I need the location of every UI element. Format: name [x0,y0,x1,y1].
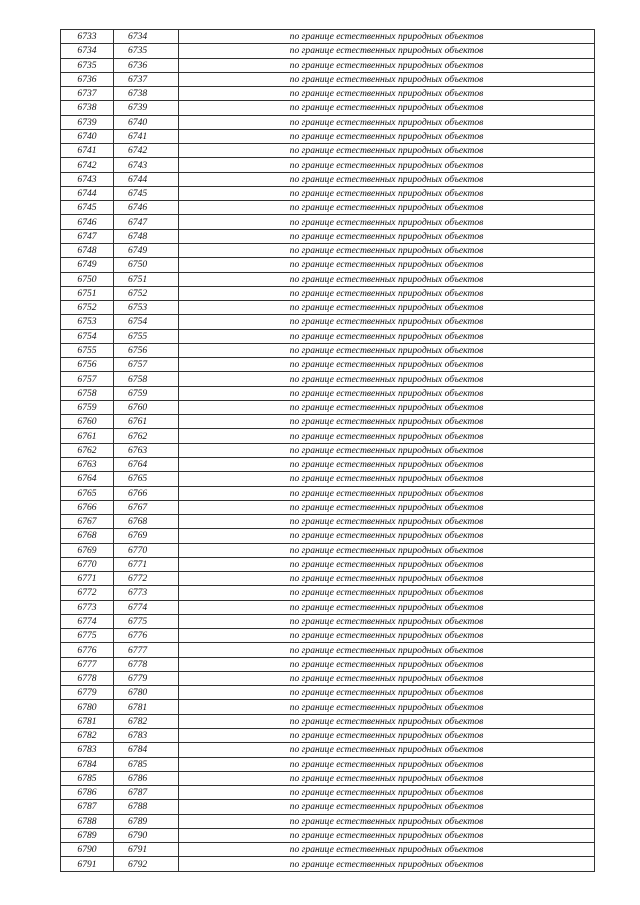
boundary-description-cell: по границе естественных природных объектов [179,786,595,800]
to-point-cell: 6773 [114,586,179,600]
to-point-cell: 6792 [114,857,179,871]
from-point-cell: 6751 [61,286,114,300]
table-row [61,586,595,600]
table-row [61,671,595,685]
boundary-description-cell: по границе естественных природных объектов [179,372,595,386]
boundary-description-table [60,29,595,872]
from-point-cell: 6748 [61,243,114,257]
boundary-description-cell: по границе естественных природных объектов [179,400,595,414]
to-point-cell: 6754 [114,315,179,329]
table-row [61,643,595,657]
from-point-cell: 6788 [61,814,114,828]
from-point-cell: 6755 [61,343,114,357]
boundary-description-cell: по границе естественных природных объектов [179,486,595,500]
table-row [61,286,595,300]
boundary-description-cell: по границе естественных природных объектов [179,343,595,357]
to-point-cell: 6777 [114,643,179,657]
boundary-description-cell: по границе естественных природных объектов [179,686,595,700]
to-point-cell: 6753 [114,301,179,315]
to-point-cell: 6775 [114,614,179,628]
table-row [61,472,595,486]
boundary-description-cell: по границе естественных природных объектов [179,629,595,643]
table-row [61,828,595,842]
to-point-cell: 6787 [114,786,179,800]
boundary-description-cell: по границе естественных природных объектов [179,358,595,372]
from-point-cell: 6771 [61,572,114,586]
to-point-cell: 6755 [114,329,179,343]
boundary-description-cell: по границе естественных природных объектов [179,30,595,44]
boundary-description-cell: по границе естественных природных объектов [179,500,595,514]
to-point-cell: 6749 [114,243,179,257]
from-point-cell: 6761 [61,429,114,443]
boundary-description-cell: по границе естественных природных объектов [179,729,595,743]
table-row [61,786,595,800]
from-point-cell: 6782 [61,729,114,743]
from-point-cell: 6791 [61,857,114,871]
boundary-description-cell: по границе естественных природных объектов [179,101,595,115]
to-point-cell: 6759 [114,386,179,400]
to-point-cell: 6741 [114,129,179,143]
to-point-cell: 6738 [114,87,179,101]
boundary-description-cell: по границе естественных природных объектов [179,572,595,586]
table-row [61,543,595,557]
table-row [61,272,595,286]
to-point-cell: 6766 [114,486,179,500]
from-point-cell: 6741 [61,144,114,158]
to-point-cell: 6762 [114,429,179,443]
to-point-cell: 6791 [114,843,179,857]
to-point-cell: 6783 [114,729,179,743]
to-point-cell: 6784 [114,743,179,757]
table-row [61,158,595,172]
to-point-cell: 6771 [114,557,179,571]
table-row [61,743,595,757]
from-point-cell: 6769 [61,543,114,557]
to-point-cell: 6756 [114,343,179,357]
boundary-description-cell: по границе естественных природных объектов [179,429,595,443]
boundary-description-cell: по границе естественных природных объектов [179,301,595,315]
to-point-cell: 6763 [114,443,179,457]
to-point-cell: 6778 [114,657,179,671]
to-point-cell: 6739 [114,101,179,115]
from-point-cell: 6760 [61,415,114,429]
table-row [61,814,595,828]
to-point-cell: 6736 [114,58,179,72]
table-row [61,386,595,400]
from-point-cell: 6740 [61,129,114,143]
table-row [61,315,595,329]
boundary-description-cell: по границе естественных природных объектов [179,44,595,58]
to-point-cell: 6785 [114,757,179,771]
from-point-cell: 6763 [61,457,114,471]
boundary-description-cell: по границе естественных природных объектов [179,272,595,286]
boundary-description-cell: по границе естественных природных объектов [179,743,595,757]
boundary-description-cell: по границе естественных природных объектов [179,386,595,400]
table-row [61,101,595,115]
boundary-description-cell: по границе естественных природных объектов [179,657,595,671]
to-point-cell: 6744 [114,172,179,186]
boundary-description-cell: по границе естественных природных объектов [179,472,595,486]
to-point-cell: 6765 [114,472,179,486]
from-point-cell: 6790 [61,843,114,857]
boundary-description-cell: по границе естественных природных объектов [179,586,595,600]
table-row [61,843,595,857]
table-row [61,144,595,158]
table-row [61,800,595,814]
boundary-description-cell: по границе естественных природных объектов [179,700,595,714]
table-row [61,301,595,315]
boundary-description-cell: по границе естественных природных объектов [179,457,595,471]
boundary-description-cell: по границе естественных природных объектов [179,201,595,215]
to-point-cell: 6748 [114,229,179,243]
table-row [61,415,595,429]
to-point-cell: 6743 [114,158,179,172]
to-point-cell: 6747 [114,215,179,229]
table-row [61,215,595,229]
table-row [61,329,595,343]
boundary-description-cell: по границе естественных природных объектов [179,843,595,857]
from-point-cell: 6734 [61,44,114,58]
table-row [61,515,595,529]
from-point-cell: 6775 [61,629,114,643]
to-point-cell: 6770 [114,543,179,557]
boundary-description-cell: по границе естественных природных объектов [179,600,595,614]
boundary-description-cell: по границе естественных природных объектов [179,828,595,842]
table-row [61,600,595,614]
table-row [61,572,595,586]
from-point-cell: 6783 [61,743,114,757]
to-point-cell: 6764 [114,457,179,471]
table-row [61,529,595,543]
boundary-description-cell: по границе естественных природных объектов [179,315,595,329]
to-point-cell: 6758 [114,372,179,386]
boundary-description-cell: по границе естественных природных объектов [179,72,595,86]
from-point-cell: 6766 [61,500,114,514]
table-row [61,729,595,743]
table-row [61,372,595,386]
to-point-cell: 6772 [114,572,179,586]
from-point-cell: 6765 [61,486,114,500]
to-point-cell: 6779 [114,671,179,685]
from-point-cell: 6785 [61,771,114,785]
to-point-cell: 6742 [114,144,179,158]
from-point-cell: 6780 [61,700,114,714]
to-point-cell: 6750 [114,258,179,272]
boundary-description-cell: по границе естественных природных объектов [179,87,595,101]
boundary-description-cell: по границе естественных природных объектов [179,258,595,272]
table-row [61,629,595,643]
to-point-cell: 6735 [114,44,179,58]
table-row [61,115,595,129]
table-row [61,443,595,457]
table-row [61,30,595,44]
to-point-cell: 6740 [114,115,179,129]
from-point-cell: 6762 [61,443,114,457]
from-point-cell: 6757 [61,372,114,386]
boundary-description-cell: по границе естественных природных объектов [179,186,595,200]
from-point-cell: 6781 [61,714,114,728]
table-row [61,201,595,215]
from-point-cell: 6777 [61,657,114,671]
table-row [61,757,595,771]
boundary-description-cell: по границе естественных природных объектов [179,129,595,143]
boundary-description-cell: по границе естественных природных объектов [179,757,595,771]
table-row [61,686,595,700]
boundary-description-cell: по границе естественных природных объектов [179,671,595,685]
from-point-cell: 6735 [61,58,114,72]
from-point-cell: 6758 [61,386,114,400]
table-row [61,657,595,671]
boundary-description-cell: по границе естественных природных объектов [179,158,595,172]
boundary-description-cell: по границе естественных природных объектов [179,771,595,785]
from-point-cell: 6786 [61,786,114,800]
from-point-cell: 6736 [61,72,114,86]
table-row [61,358,595,372]
table-row [61,857,595,871]
from-point-cell: 6752 [61,301,114,315]
table-row [61,58,595,72]
to-point-cell: 6790 [114,828,179,842]
table-row [61,186,595,200]
boundary-description-cell: по границе естественных природных объектов [179,515,595,529]
from-point-cell: 6747 [61,229,114,243]
boundary-description-cell: по границе естественных природных объектов [179,286,595,300]
to-point-cell: 6761 [114,415,179,429]
to-point-cell: 6767 [114,500,179,514]
boundary-description-cell: по границе естественных природных объектов [179,144,595,158]
boundary-description-cell: по границе естественных природных объектов [179,58,595,72]
to-point-cell: 6737 [114,72,179,86]
from-point-cell: 6753 [61,315,114,329]
table-row [61,243,595,257]
from-point-cell: 6789 [61,828,114,842]
to-point-cell: 6751 [114,272,179,286]
to-point-cell: 6786 [114,771,179,785]
from-point-cell: 6733 [61,30,114,44]
boundary-description-cell: по границе естественных природных объектов [179,415,595,429]
to-point-cell: 6734 [114,30,179,44]
from-point-cell: 6772 [61,586,114,600]
table-row [61,714,595,728]
table-row [61,457,595,471]
boundary-description-cell: по границе естественных природных объектов [179,229,595,243]
from-point-cell: 6745 [61,201,114,215]
table-row [61,129,595,143]
to-point-cell: 6768 [114,515,179,529]
from-point-cell: 6759 [61,400,114,414]
boundary-description-cell: по границе естественных природных объектов [179,857,595,871]
table-body [61,30,595,872]
boundary-description-cell: по границе естественных природных объектов [179,115,595,129]
boundary-description-cell: по границе естественных природных объектов [179,329,595,343]
to-point-cell: 6746 [114,201,179,215]
boundary-description-cell: по границе естественных природных объектов [179,215,595,229]
to-point-cell: 6752 [114,286,179,300]
from-point-cell: 6746 [61,215,114,229]
to-point-cell: 6776 [114,629,179,643]
to-point-cell: 6769 [114,529,179,543]
table-row [61,486,595,500]
boundary-description-cell: по границе естественных природных объектов [179,529,595,543]
from-point-cell: 6778 [61,671,114,685]
table-row [61,614,595,628]
to-point-cell: 6745 [114,186,179,200]
boundary-description-cell: по границе естественных природных объектов [179,172,595,186]
from-point-cell: 6784 [61,757,114,771]
from-point-cell: 6774 [61,614,114,628]
table-row [61,429,595,443]
table-row [61,343,595,357]
from-point-cell: 6750 [61,272,114,286]
boundary-description-cell: по границе естественных природных объектов [179,443,595,457]
to-point-cell: 6781 [114,700,179,714]
from-point-cell: 6749 [61,258,114,272]
to-point-cell: 6782 [114,714,179,728]
from-point-cell: 6743 [61,172,114,186]
from-point-cell: 6764 [61,472,114,486]
from-point-cell: 6742 [61,158,114,172]
table-row [61,87,595,101]
from-point-cell: 6787 [61,800,114,814]
from-point-cell: 6739 [61,115,114,129]
to-point-cell: 6757 [114,358,179,372]
table-row [61,400,595,414]
from-point-cell: 6744 [61,186,114,200]
boundary-description-cell: по границе естественных природных объектов [179,243,595,257]
from-point-cell: 6770 [61,557,114,571]
table-row [61,172,595,186]
from-point-cell: 6738 [61,101,114,115]
to-point-cell: 6788 [114,800,179,814]
from-point-cell: 6756 [61,358,114,372]
table-row [61,700,595,714]
table-row [61,500,595,514]
from-point-cell: 6776 [61,643,114,657]
table-row [61,44,595,58]
to-point-cell: 6780 [114,686,179,700]
boundary-description-cell: по границе естественных природных объектов [179,557,595,571]
to-point-cell: 6789 [114,814,179,828]
table-row [61,72,595,86]
table-row [61,557,595,571]
boundary-description-cell: по границе естественных природных объектов [179,814,595,828]
boundary-description-cell: по границе естественных природных объектов [179,714,595,728]
boundary-description-cell: по границе естественных природных объектов [179,643,595,657]
to-point-cell: 6774 [114,600,179,614]
boundary-description-cell: по границе естественных природных объектов [179,543,595,557]
from-point-cell: 6754 [61,329,114,343]
from-point-cell: 6773 [61,600,114,614]
boundary-description-cell: по границе естественных природных объектов [179,614,595,628]
from-point-cell: 6779 [61,686,114,700]
from-point-cell: 6768 [61,529,114,543]
from-point-cell: 6737 [61,87,114,101]
to-point-cell: 6760 [114,400,179,414]
from-point-cell: 6767 [61,515,114,529]
table-row [61,771,595,785]
table-row [61,258,595,272]
table-row [61,229,595,243]
boundary-description-cell: по границе естественных природных объектов [179,800,595,814]
